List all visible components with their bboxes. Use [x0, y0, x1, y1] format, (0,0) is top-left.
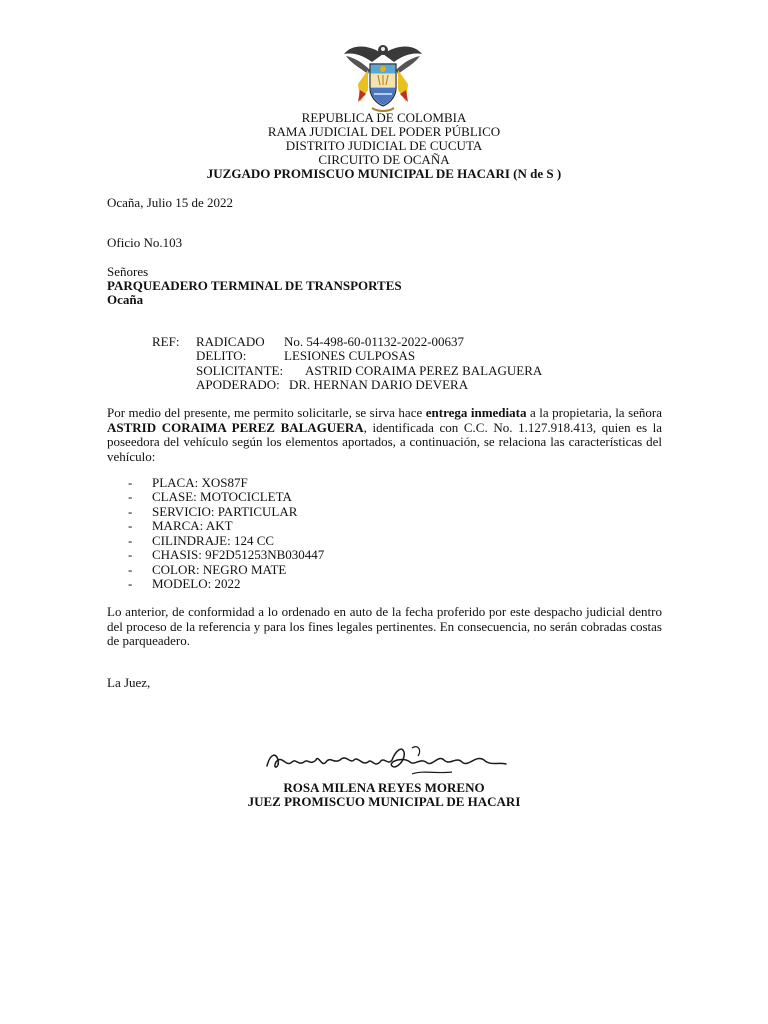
- header-republic: REPUBLICA DE COLOMBIA: [301, 110, 467, 125]
- request-text-1: Por medio del presente, me permito solicitarle, se sirva hace: [107, 405, 426, 420]
- feature-item: - CLASE: MOTOCICLETA: [128, 489, 292, 504]
- ref-radicado-key: RADICADO: [196, 334, 265, 349]
- feature-servicio: SERVICIO: PARTICULAR: [152, 504, 298, 519]
- conformity-paragraph: Lo anterior, de conformidad a lo ordenado en auto de la fecha proferido por este despacho judicial dentro del proceso de la referencia y para los fines legales pertinentes. En consecuencia, no serán cobradas costas de parqueadero.: [107, 604, 662, 648]
- addressee-salutation: Señores: [107, 264, 149, 279]
- feature-item: - SERVICIO: PARTICULAR: [128, 504, 298, 519]
- feature-item: - MODELO: 2022: [128, 576, 241, 591]
- feature-item: - CILINDRAJE: 124 CC: [128, 533, 275, 548]
- request-text-2: a la propietaria, la señora: [526, 405, 662, 420]
- signer-title: JUEZ PROMISCUO MUNICIPAL DE HACARI: [247, 794, 521, 809]
- ref-apoderado-key: APODERADO:: [196, 377, 280, 392]
- header-court: JUZGADO PROMISCUO MUNICIPAL DE HACARI (N de S ): [206, 166, 562, 181]
- ref-solicitante-key: SOLICITANTE:: [196, 363, 284, 378]
- ref-radicado-value: No. 54-498-60-01132-2022-00637: [284, 334, 465, 349]
- feature-clase: CLASE: MOTOCICLETA: [152, 489, 292, 504]
- feature-marca: MARCA: AKT: [152, 518, 233, 533]
- feature-modelo: MODELO: 2022: [152, 576, 241, 591]
- addressee-name: PARQUEADERO TERMINAL DE TRANSPORTES: [107, 278, 402, 293]
- ref-solicitante-value: ASTRID CORAIMA PEREZ BALAGUERA: [305, 363, 543, 378]
- ref-delito-value: LESIONES CULPOSAS: [284, 348, 416, 363]
- feature-item: - MARCA: AKT: [128, 518, 233, 533]
- office-number: Oficio No.103: [107, 235, 183, 250]
- signature-icon: [262, 740, 512, 780]
- closing-line: La Juez,: [107, 675, 151, 690]
- header-judicial-branch: RAMA JUDICIAL DEL PODER PÚBLICO: [267, 124, 501, 139]
- ref-apoderado-value: DR. HERNAN DARIO DEVERA: [289, 377, 469, 392]
- signer-name: ROSA MILENA REYES MORENO: [283, 780, 485, 795]
- feature-color: COLOR: NEGRO MATE: [152, 562, 287, 577]
- header-circuit: CIRCUITO DE OCAÑA: [318, 152, 450, 167]
- feature-item: - PLACA: XOS87F: [128, 475, 248, 490]
- feature-placa: PLACA: XOS87F: [152, 475, 248, 490]
- addressee-city: Ocaña: [107, 292, 144, 307]
- request-paragraph: [107, 406, 662, 464]
- feature-chasis: CHASIS: 9F2D51253NB030447: [152, 547, 325, 562]
- owner-name-bold: ASTRID CORAIMA PEREZ BALAGUERA: [107, 419, 364, 435]
- ref-label: REF:: [152, 334, 180, 349]
- feature-cilindraje: CILINDRAJE: 124 CC: [152, 533, 275, 548]
- header-district: DISTRITO JUDICIAL DE CUCUTA: [285, 138, 483, 153]
- coat-of-arms-icon: [338, 40, 428, 116]
- feature-item: - COLOR: NEGRO MATE: [128, 562, 287, 577]
- date-line: Ocaña, Julio 15 de 2022: [107, 195, 234, 210]
- ref-delito-key: DELITO:: [196, 348, 247, 363]
- feature-item: - CHASIS: 9F2D51253NB030447: [128, 547, 325, 562]
- request-text-bold-1: entrega inmediata: [425, 405, 527, 420]
- request-text-3: , identificada con C.C. No. 1.127.918.413, quien es la poseedora del vehículo según los elementos aportados, a continuación, se relaciona las características del vehículo:: [107, 419, 663, 464]
